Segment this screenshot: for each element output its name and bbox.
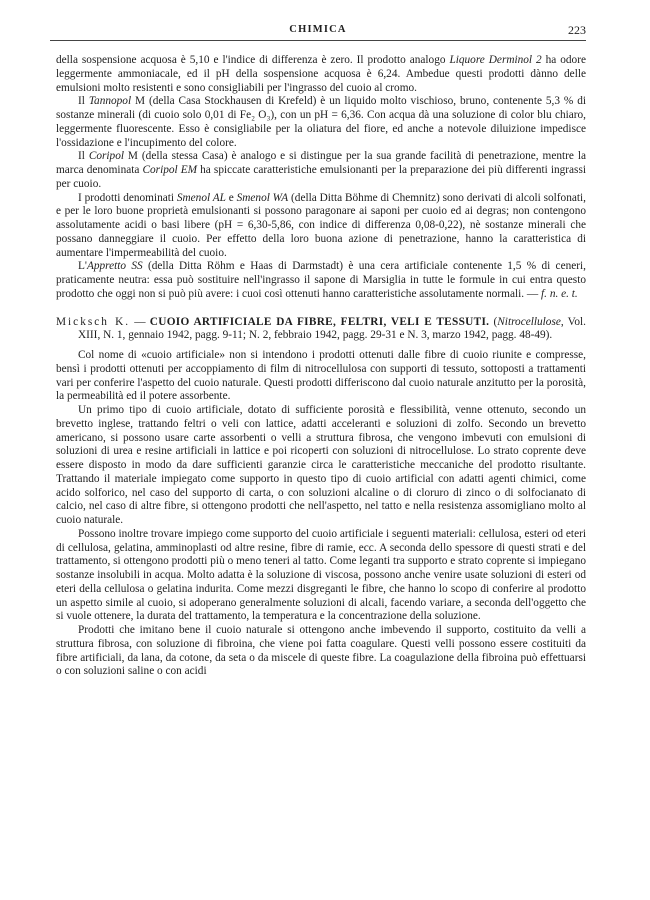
- text-run: M (della stessa Casa) è analogo e si distingue per la sua grande facilità di penetrazione, mentre la marca denominata: [56, 150, 586, 176]
- page-header: [50, 22, 586, 41]
- text-run: (della Ditta Böhme di Chemnitz) sono derivati di alcoli solfonati, e per le loro buone proprietà emulsionanti si possono paragonare ai saponi per cuoio ed ai degras; non contengono assolutamente acidi o basi libere (pH = 6,30-5,86, con indice di differenza 0,08-0,22), nè sostanze minerali che possano danneggiare il cuoio. Per effetto della loro buona azione di penetrazione, hanno la caratteristica di aumentare l'impermeabilità del cuoio.: [56, 191, 586, 259]
- text-run: L': [78, 260, 87, 273]
- text-run: M (della Casa Stockhausen di Krefeld) è un liquido molto vischioso, bruno, contenente 5,3 % di sostanze minerali (di cuoio solo 0,01 di Fe₂ O₃), con un pH = 6,36. Con acqua dà una soluzione di color blu chiaro, leggermente fluorescente. Esso è consigliabile per la oliatura del fiore, ed anche a notevole diluizione impedisce l'ossidazione e l'incupimento del colore.: [56, 95, 586, 149]
- article-author: Micksch K.: [56, 315, 131, 328]
- article-title: CUOIO ARTIFICIALE DA FIBRE, FELTRI, VELI E TESSUTI.: [149, 315, 490, 328]
- text-run: I prodotti denominati: [78, 191, 177, 204]
- paragraph: Un primo tipo di cuoio artificiale, dotato di sufficiente porosità e flessibilità, venne ottenuto, secondo un brevetto inglese, trattando feltri o veli con lattice, adatti acceleranti e soluzioni di zolfo. Secondo un brevetto americano, si possono usare carte assorbenti o velli a struttura fibrosa, che vengono imbevuti con emulsioni di soluzioni di urea e resine artificiali in lattice e poi ricoperti con soluzioni di nitrocellulose. Lo strato coprente deve essere disposto in modo da dare sufficienti garanzie circa le caratteristiche meccaniche del prodotto risultante. Trattando il materiale impiegato come supporto in questo tipo di cuoio artificial con adatti agenti chimici, come acido solforico, nel caso del supporto di carta, o con soluzioni alcaline o di cloruro di zinco o di solfocianato di calcio, nel caso di altre fibre, si ottengono prodotti che nell'aspetto, nel tatto e nella resistenza assomigliano molto al cuoio naturale.: [56, 404, 586, 526]
- paragraph: Prodotti che imitano bene il cuoio naturale si ottengono anche imbevendo il supporto, costituito da velli a struttura fibrosa, con soluzione di fibroina, che viene poi fatta coagulare. Questi velli possono essere costituiti da fibre artificiali, da lana, da cotone, da seta o da miscele di queste fibre. La coagulazione della fibroina può effettuarsi o con soluzioni saline o con acidi: [56, 624, 586, 678]
- paragraph-tannopol: [56, 95, 586, 150]
- paragraph-smenol: [56, 192, 586, 261]
- product-name: Smenol WA: [236, 191, 289, 204]
- product-name: Coripol EM: [142, 164, 198, 176]
- text-run: ha odore leggermente ammoniacale, ed il pH della sospensione acquosa è 6,24. Ambedue questi prodotti dànno delle emulsioni molto resistenti e sono consigliabili per l'ingrasso del cuoio al cromo.: [56, 54, 586, 94]
- product-name: Tannopol: [88, 95, 132, 108]
- text-run: ha spiccate caratteristiche emulsionanti per la preparazione dei più differenti ingrassi per cuoio.: [56, 164, 586, 190]
- page-number: 223: [568, 23, 586, 37]
- product-name: Coripol: [88, 150, 124, 163]
- paragraph-coripol: [56, 150, 586, 191]
- text-run: Il: [78, 95, 89, 108]
- product-name: Liquore Derminol 2: [449, 54, 542, 66]
- paragraph-continuation: [56, 54, 586, 95]
- citation-details: , Vol. XIII, N. 1, gennaio 1942, pagg. 9-11; N. 2, febbraio 1942, pagg. 29-31 e N. 3, marzo 1942, pagg. 48-49).: [78, 315, 586, 342]
- product-name: Appretto SS: [86, 260, 143, 273]
- text-run: —: [130, 315, 150, 328]
- text-run: (della Ditta Röhm e Haas di Darmstadt) è una cera artificiale contenente 1,5 % di ceneri, praticamente neutra: essa può sostituire nell'ingrasso il sapone di Marsiglia in tutte le formule in cui entra questo prodotto che oggi non si può più avere: i cuoi così ottenuti hanno caratteristiche assolutamente normali. —: [56, 260, 586, 300]
- journal-name: Nitrocellulose: [497, 315, 561, 328]
- product-name: Smenol AL: [176, 191, 226, 204]
- author-signature: f. n. e. t.: [541, 287, 578, 300]
- paragraph: Col nome di «cuoio artificiale» non si intendono i prodotti ottenuti dalle fibre di cuoio riunite e compresse, bensì i prodotti ottenuti per accoppiamento di film di nitrocellulosa con supporti di tessuto, sottoposti a trattamenti vari per conferire l'aspetto del cuoio naturale. Questi prodotti differiscono dal cuoio naturale anzitutto per la porosità, la permeabilità ed il potere assorbente.: [56, 349, 586, 403]
- paragraph: Possono inoltre trovare impiego come supporto del cuoio artificiale i seguenti materiali: cellulosa, esteri od eteri di cellulosa, gelatina, amminoplasti od altre resine, fibre di ramie, ecc. A seconda dello spessore di questi strati e del trattamento, si ottengono prodotti più o meno teneri al tatto. Come leganti tra supporto e strato coprente si impiegano sostanze insolubili in acqua. Molto adatta è la soluzione di viscosa, possono anche venire usate soluzioni di esteri od eteri della cellulosa o gelatina indurita. Come mezzi disgreganti le fibre, che hanno lo scopo di conferire al prodotto un aspetto simile al cuoio, si adoperano generalmente soluzioni di alcali, facendo variare, a seconda dell'oggetto che si vuole ottenere, la durata del trattamento, la temperatura e la concentrazione della soluzione.: [56, 527, 586, 623]
- article-citation: [56, 316, 586, 344]
- text-run: Il: [78, 150, 89, 163]
- text-run: della sospensione acquosa è 5,10 e l'indice di differenza è zero. Il prodotto analogo: [56, 54, 450, 66]
- paragraph-appretto: [56, 260, 586, 301]
- page-body: [56, 54, 586, 679]
- text-run: e: [225, 191, 237, 204]
- running-title: CHIMICA: [289, 24, 347, 35]
- text-run: (: [489, 315, 498, 328]
